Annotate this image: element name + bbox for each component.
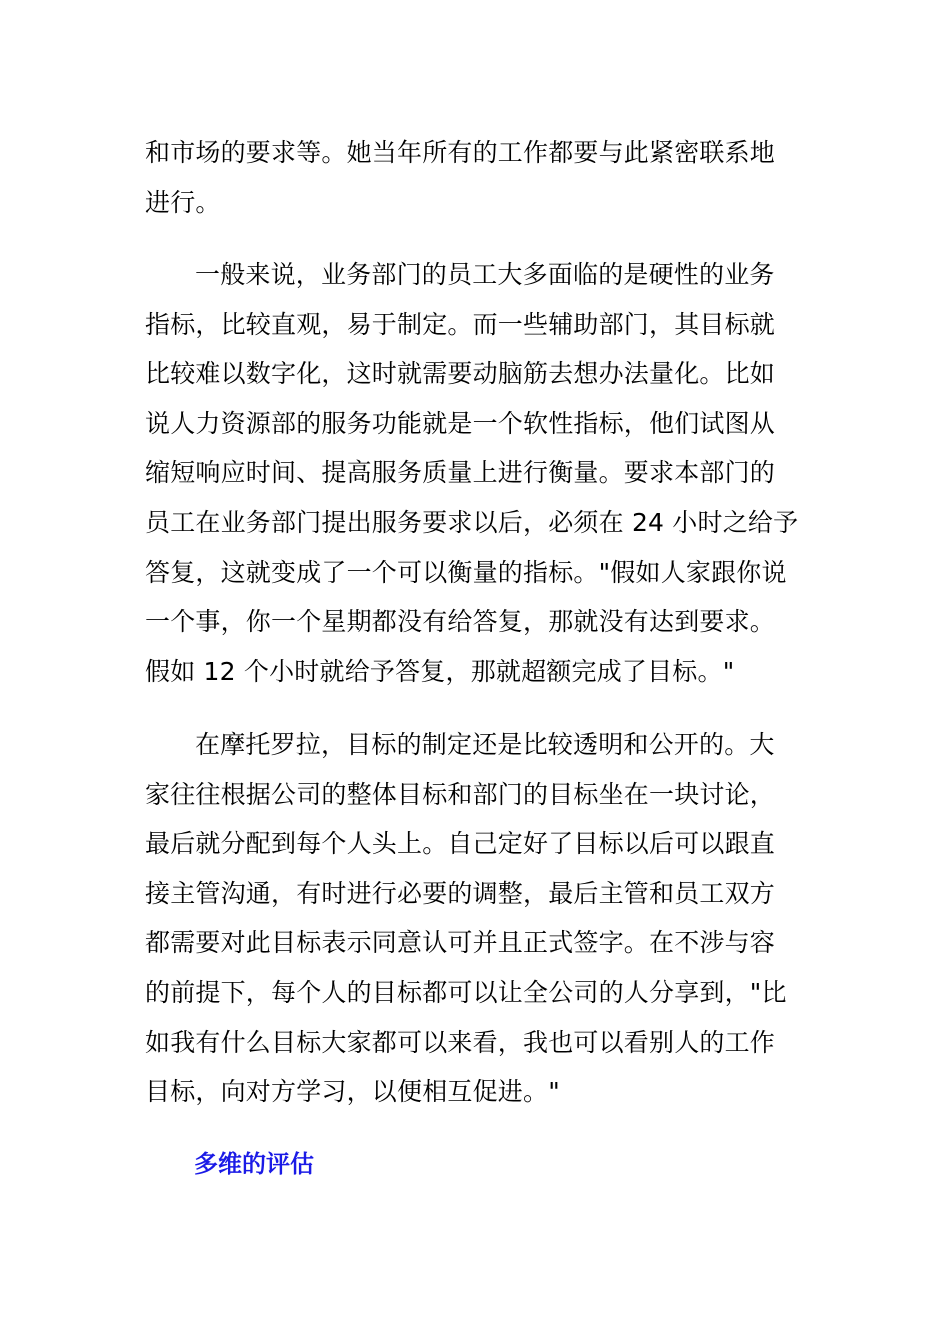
paragraph-line: 指标，比较直观，易于制定。而一些辅助部门，其目标就 bbox=[145, 309, 776, 339]
paragraph-line: 都需要对此目标表示同意认可并且正式签字。在不涉与容 bbox=[145, 928, 776, 958]
paragraph-line: 一个事，你一个星期都没有给答复，那就没有达到要求。 bbox=[145, 607, 776, 637]
paragraph-line: 在摩托罗拉，目标的制定还是比较透明和公开的。大 bbox=[195, 730, 775, 759]
paragraph-line: 员工在业务部门提出服务要求以后，必须在 24 小时之给予 bbox=[145, 507, 799, 537]
paragraph-line: 家往往根据公司的整体目标和部门的目标坐在一块讨论， bbox=[145, 779, 776, 809]
paragraph-line: 一般来说，业务部门的员工大多面临的是硬性的业务 bbox=[195, 260, 775, 289]
section-heading: 多维的评估 bbox=[194, 1150, 314, 1178]
paragraph-line: 说人力资源部的服务功能就是一个软性指标，他们试图从 bbox=[145, 408, 776, 438]
paragraph-line: 接主管沟通，有时进行必要的调整，最后主管和员工双方 bbox=[145, 878, 776, 908]
paragraph-line: 缩短响应时间、提高服务质量上进行衡量。要求本部门的 bbox=[145, 458, 776, 488]
paragraph-line: 最后就分配到每个人头上。自己定好了目标以后可以跟直 bbox=[145, 829, 776, 859]
paragraph-2 bbox=[145, 250, 805, 696]
paragraph-line: 如我有什么目标大家都可以来看，我也可以看别人的工作 bbox=[145, 1027, 776, 1057]
paragraph-line: 目标，向对方学习，以便相互促进。" bbox=[145, 1077, 560, 1107]
paragraph-line: 假如 12 个小时就给予答复，那就超额完成了目标。" bbox=[145, 656, 735, 686]
paragraph-line: 的前提下，每个人的目标都可以让全公司的人分享到，"比 bbox=[145, 977, 787, 1007]
paragraph-line: 答复，这就变成了一个可以衡量的指标。"假如人家跟你说 bbox=[145, 557, 787, 587]
paragraph-line: 进行。 bbox=[145, 187, 221, 217]
paragraph-line: 和市场的要求等。她当年所有的工作都要与此紧密联系地 bbox=[145, 138, 776, 167]
paragraph-line: 比较难以数字化，这时就需要动脑筋去想办法量化。比如 bbox=[145, 359, 776, 389]
paragraph-1 bbox=[145, 128, 805, 227]
paragraph-3 bbox=[145, 720, 805, 1117]
